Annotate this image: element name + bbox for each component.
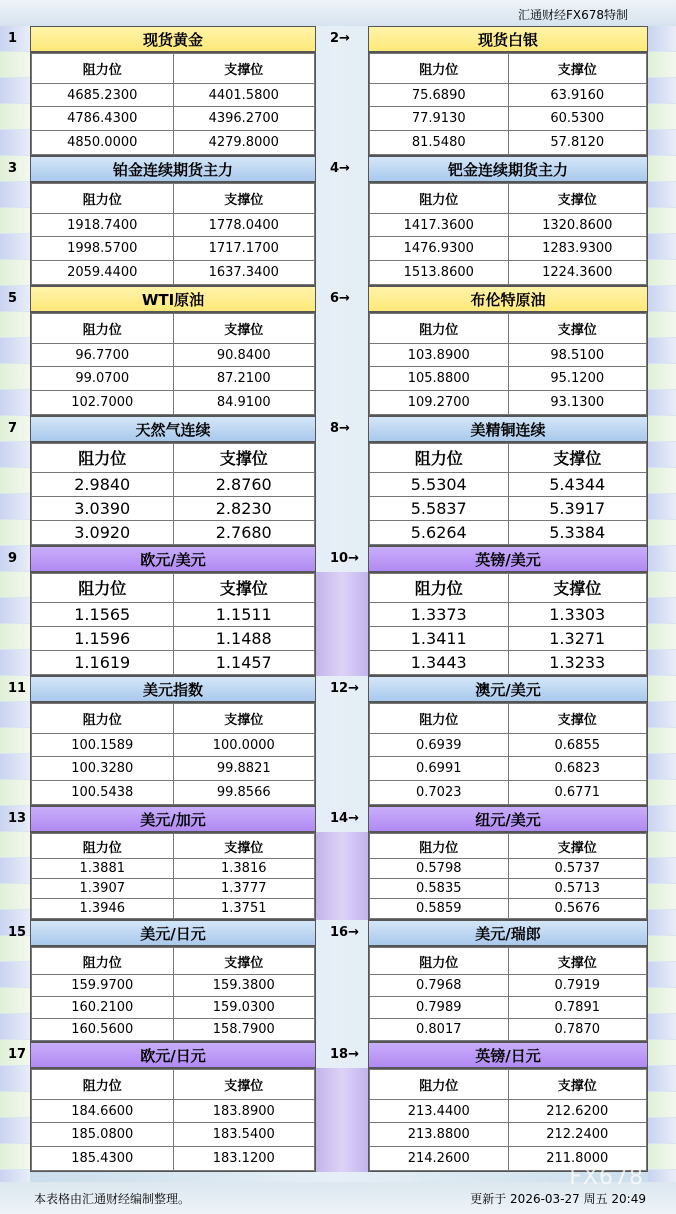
level-table xyxy=(368,572,648,676)
level-table xyxy=(368,312,648,416)
resistance-value: 0.7968 xyxy=(370,975,509,997)
support-value: 0.5676 xyxy=(508,899,647,919)
resistance-value: 0.5859 xyxy=(370,899,509,919)
support-header: 支撑位 xyxy=(173,704,315,734)
instrument-number xyxy=(330,676,359,702)
support-value: 1283.9300 xyxy=(508,237,647,261)
instrument-title: WTI原油 xyxy=(30,286,316,312)
resistance-value: 214.2600 xyxy=(370,1147,509,1171)
resistance-header: 阻力位 xyxy=(32,314,174,344)
instrument-title: 欧元/美元 xyxy=(30,546,316,572)
instrument-title: 英镑/日元 xyxy=(368,1042,648,1068)
level-table xyxy=(30,1068,316,1172)
resistance-value: 1.3411 xyxy=(370,626,509,650)
resistance-value: 0.6991 xyxy=(370,757,509,781)
support-value: 5.3917 xyxy=(508,496,647,520)
support-value: 5.3384 xyxy=(508,520,647,544)
resistance-value: 0.7023 xyxy=(370,781,509,805)
resistance-value: 1476.9300 xyxy=(370,237,509,261)
resistance-value: 0.8017 xyxy=(370,1019,509,1041)
support-value: 98.5100 xyxy=(508,343,647,367)
resistance-header: 阻力位 xyxy=(370,948,509,975)
resistance-value: 1.1619 xyxy=(32,650,174,674)
resistance-value: 4685.2300 xyxy=(32,83,174,107)
number-text: 2 xyxy=(330,31,340,46)
support-header: 支撑位 xyxy=(173,1070,315,1100)
arrow-icon: → xyxy=(348,811,359,826)
support-value: 0.7919 xyxy=(508,975,647,997)
resistance-value: 109.2700 xyxy=(370,391,509,415)
resistance-header: 阻力位 xyxy=(370,444,509,473)
resistance-value: 75.6890 xyxy=(370,83,509,107)
instrument-number xyxy=(330,920,359,946)
resistance-value: 100.3280 xyxy=(32,757,174,781)
resistance-value: 103.8900 xyxy=(370,343,509,367)
resistance-value: 102.7000 xyxy=(32,391,174,415)
resistance-value: 1998.5700 xyxy=(32,237,174,261)
resistance-value: 160.5600 xyxy=(32,1019,174,1041)
support-header: 支撑位 xyxy=(508,444,647,473)
instrument-number xyxy=(330,286,350,312)
support-value: 4279.8000 xyxy=(173,131,315,155)
instrument-number xyxy=(8,920,26,946)
support-value: 1224.3600 xyxy=(508,261,647,285)
support-value: 99.8566 xyxy=(173,781,315,805)
support-value: 99.8821 xyxy=(173,757,315,781)
support-value: 63.9160 xyxy=(508,83,647,107)
support-value: 1.3816 xyxy=(173,859,315,879)
number-text: 15 xyxy=(8,925,27,940)
level-table xyxy=(30,52,316,156)
resistance-value: 5.5837 xyxy=(370,496,509,520)
resistance-header: 阻力位 xyxy=(32,184,174,214)
level-table xyxy=(368,702,648,806)
instrument-number xyxy=(330,416,350,442)
support-header: 支撑位 xyxy=(508,314,647,344)
instrument-title: 欧元/日元 xyxy=(30,1042,316,1068)
support-value: 0.5713 xyxy=(508,879,647,899)
support-header: 支撑位 xyxy=(508,54,647,84)
number-text: 5 xyxy=(8,291,18,306)
resistance-value: 1.3946 xyxy=(32,899,174,919)
level-table xyxy=(368,442,648,546)
support-value: 84.9100 xyxy=(173,391,315,415)
support-value: 57.8120 xyxy=(508,131,647,155)
instrument-number xyxy=(8,416,17,442)
watermark: FX678 xyxy=(569,1165,644,1190)
resistance-value: 1918.7400 xyxy=(32,213,174,237)
support-header: 支撑位 xyxy=(508,704,647,734)
support-value: 1.3303 xyxy=(508,602,647,626)
update-time: 更新于 2026-03-27 周五 20:49 xyxy=(470,1192,646,1206)
level-table xyxy=(30,832,316,920)
resistance-header: 阻力位 xyxy=(370,834,509,859)
support-header: 支撑位 xyxy=(173,948,315,975)
support-header: 支撑位 xyxy=(508,1070,647,1100)
instrument-number xyxy=(8,546,17,572)
number-text: 7 xyxy=(8,421,18,436)
support-value: 2.8760 xyxy=(173,472,315,496)
resistance-value: 1417.3600 xyxy=(370,213,509,237)
support-header: 支撑位 xyxy=(173,54,315,84)
support-value: 5.4344 xyxy=(508,472,647,496)
instrument-title: 美元/日元 xyxy=(30,920,316,946)
support-value: 212.2400 xyxy=(508,1123,647,1147)
instrument-number xyxy=(8,1042,26,1068)
support-value: 212.6200 xyxy=(508,1099,647,1123)
instrument-title: 英镑/美元 xyxy=(368,546,648,572)
support-value: 0.6855 xyxy=(508,733,647,757)
support-value: 2.7680 xyxy=(173,520,315,544)
number-text: 10 xyxy=(330,551,349,566)
resistance-header: 阻力位 xyxy=(370,574,509,603)
resistance-value: 1.1565 xyxy=(32,602,174,626)
support-header: 支撑位 xyxy=(508,574,647,603)
resistance-header: 阻力位 xyxy=(32,834,174,859)
number-text: 18 xyxy=(330,1047,349,1062)
resistance-header: 阻力位 xyxy=(32,948,174,975)
number-text: 3 xyxy=(8,161,18,176)
resistance-value: 2.9840 xyxy=(32,472,174,496)
number-text: 4 xyxy=(330,161,340,176)
support-value: 4401.5800 xyxy=(173,83,315,107)
resistance-header: 阻力位 xyxy=(370,54,509,84)
support-value: 1.1488 xyxy=(173,626,315,650)
support-header: 支撑位 xyxy=(173,314,315,344)
resistance-value: 99.0700 xyxy=(32,367,174,391)
support-value: 87.2100 xyxy=(173,367,315,391)
support-header: 支撑位 xyxy=(173,834,315,859)
resistance-value: 3.0390 xyxy=(32,496,174,520)
resistance-header: 阻力位 xyxy=(370,1070,509,1100)
support-value: 1637.3400 xyxy=(173,261,315,285)
number-text: 17 xyxy=(8,1047,27,1062)
support-value: 0.5737 xyxy=(508,859,647,879)
resistance-header: 阻力位 xyxy=(370,704,509,734)
instrument-number xyxy=(8,286,17,312)
arrow-icon: → xyxy=(339,421,350,436)
resistance-value: 3.0920 xyxy=(32,520,174,544)
resistance-value: 81.5480 xyxy=(370,131,509,155)
instrument-title: 澳元/美元 xyxy=(368,676,648,702)
support-value: 0.6823 xyxy=(508,757,647,781)
resistance-value: 160.2100 xyxy=(32,997,174,1019)
support-value: 183.8900 xyxy=(173,1099,315,1123)
instrument-title: 钯金连续期货主力 xyxy=(368,156,648,182)
support-value: 1.3777 xyxy=(173,879,315,899)
resistance-value: 2059.4400 xyxy=(32,261,174,285)
resistance-value: 0.5835 xyxy=(370,879,509,899)
instrument-title: 布伦特原油 xyxy=(368,286,648,312)
number-text: 16 xyxy=(330,925,349,940)
instrument-number xyxy=(8,806,26,832)
level-table xyxy=(30,442,316,546)
support-value: 95.1200 xyxy=(508,367,647,391)
support-header: 支撑位 xyxy=(173,574,315,603)
support-value: 60.5300 xyxy=(508,107,647,131)
arrow-icon: → xyxy=(348,1047,359,1062)
support-value: 100.0000 xyxy=(173,733,315,757)
instrument-title: 美元/加元 xyxy=(30,806,316,832)
resistance-value: 185.0800 xyxy=(32,1123,174,1147)
level-table xyxy=(30,182,316,286)
resistance-value: 1.1596 xyxy=(32,626,174,650)
instrument-title: 纽元/美元 xyxy=(368,806,648,832)
resistance-value: 77.9130 xyxy=(370,107,509,131)
support-header: 支撑位 xyxy=(508,948,647,975)
instrument-number xyxy=(330,546,359,572)
support-value: 0.7870 xyxy=(508,1019,647,1041)
support-value: 1717.1700 xyxy=(173,237,315,261)
instrument-number xyxy=(330,26,350,52)
level-table xyxy=(368,832,648,920)
support-value: 211.8000 xyxy=(508,1147,647,1171)
support-header: 支撑位 xyxy=(508,184,647,214)
support-value: 93.1300 xyxy=(508,391,647,415)
arrow-icon: → xyxy=(339,291,350,306)
number-text: 12 xyxy=(330,681,349,696)
resistance-value: 1.3443 xyxy=(370,650,509,674)
support-header: 支撑位 xyxy=(173,184,315,214)
footer-note: 本表格由汇通财经编制整理。 xyxy=(34,1192,191,1206)
number-text: 14 xyxy=(330,811,349,826)
level-table xyxy=(30,946,316,1042)
level-table xyxy=(368,946,648,1042)
instrument-title: 天然气连续 xyxy=(30,416,316,442)
level-table xyxy=(368,182,648,286)
resistance-value: 184.6600 xyxy=(32,1099,174,1123)
right-stripe xyxy=(648,26,676,1182)
instrument-number xyxy=(8,156,17,182)
brand-label: 汇通财经FX678特制 xyxy=(517,8,628,22)
support-value: 0.7891 xyxy=(508,997,647,1019)
resistance-value: 1.3373 xyxy=(370,602,509,626)
support-header: 支撑位 xyxy=(508,834,647,859)
arrow-icon: → xyxy=(348,551,359,566)
support-value: 159.3800 xyxy=(173,975,315,997)
support-value: 4396.2700 xyxy=(173,107,315,131)
resistance-value: 1.3907 xyxy=(32,879,174,899)
support-value: 1.1511 xyxy=(173,602,315,626)
number-text: 1 xyxy=(8,31,18,46)
number-text: 6 xyxy=(330,291,340,306)
resistance-value: 1513.8600 xyxy=(370,261,509,285)
resistance-value: 4786.4300 xyxy=(32,107,174,131)
resistance-value: 100.5438 xyxy=(32,781,174,805)
resistance-value: 0.5798 xyxy=(370,859,509,879)
resistance-value: 1.3881 xyxy=(32,859,174,879)
resistance-header: 阻力位 xyxy=(32,54,174,84)
resistance-value: 185.4300 xyxy=(32,1147,174,1171)
instrument-title: 铂金连续期货主力 xyxy=(30,156,316,182)
support-value: 1320.8600 xyxy=(508,213,647,237)
support-header: 支撑位 xyxy=(173,444,315,473)
instrument-number xyxy=(330,156,350,182)
support-value: 2.8230 xyxy=(173,496,315,520)
support-value: 1.3233 xyxy=(508,650,647,674)
arrow-icon: → xyxy=(339,31,350,46)
support-value: 159.0300 xyxy=(173,997,315,1019)
support-value: 1.1457 xyxy=(173,650,315,674)
instrument-title: 现货白银 xyxy=(368,26,648,52)
gap-shade xyxy=(316,572,368,676)
gap-shade xyxy=(316,1068,368,1172)
instrument-title: 美元/瑞郎 xyxy=(368,920,648,946)
support-value: 183.5400 xyxy=(173,1123,315,1147)
support-value: 1778.0400 xyxy=(173,213,315,237)
resistance-value: 4850.0000 xyxy=(32,131,174,155)
number-text: 13 xyxy=(8,811,27,826)
resistance-header: 阻力位 xyxy=(32,574,174,603)
instrument-number xyxy=(330,1042,359,1068)
resistance-value: 0.7989 xyxy=(370,997,509,1019)
level-table xyxy=(30,572,316,676)
support-value: 183.1200 xyxy=(173,1147,315,1171)
instrument-title: 美精铜连续 xyxy=(368,416,648,442)
resistance-header: 阻力位 xyxy=(370,184,509,214)
arrow-icon: → xyxy=(348,681,359,696)
number-text: 11 xyxy=(8,681,27,696)
resistance-value: 5.5304 xyxy=(370,472,509,496)
left-stripe xyxy=(0,26,30,1182)
resistance-header: 阻力位 xyxy=(32,704,174,734)
level-table xyxy=(368,52,648,156)
resistance-header: 阻力位 xyxy=(32,1070,174,1100)
resistance-value: 105.8800 xyxy=(370,367,509,391)
arrow-icon: → xyxy=(339,161,350,176)
support-value: 1.3751 xyxy=(173,899,315,919)
top-bar xyxy=(0,0,676,26)
resistance-value: 5.6264 xyxy=(370,520,509,544)
number-text: 9 xyxy=(8,551,18,566)
support-value: 90.8400 xyxy=(173,343,315,367)
support-value: 158.7900 xyxy=(173,1019,315,1041)
resistance-value: 213.4400 xyxy=(370,1099,509,1123)
gap-shade xyxy=(316,832,368,920)
instrument-title: 现货黄金 xyxy=(30,26,316,52)
instrument-title: 美元指数 xyxy=(30,676,316,702)
resistance-value: 159.9700 xyxy=(32,975,174,997)
resistance-header: 阻力位 xyxy=(370,314,509,344)
level-table xyxy=(30,702,316,806)
resistance-value: 213.8800 xyxy=(370,1123,509,1147)
number-text: 8 xyxy=(330,421,340,436)
level-table xyxy=(30,312,316,416)
resistance-header: 阻力位 xyxy=(32,444,174,473)
level-table xyxy=(368,1068,648,1172)
resistance-value: 100.1589 xyxy=(32,733,174,757)
resistance-value: 96.7700 xyxy=(32,343,174,367)
support-value: 1.3271 xyxy=(508,626,647,650)
instrument-number xyxy=(8,26,17,52)
arrow-icon: → xyxy=(348,925,359,940)
instrument-number xyxy=(330,806,359,832)
support-value: 0.6771 xyxy=(508,781,647,805)
instrument-number xyxy=(8,676,26,702)
resistance-value: 0.6939 xyxy=(370,733,509,757)
